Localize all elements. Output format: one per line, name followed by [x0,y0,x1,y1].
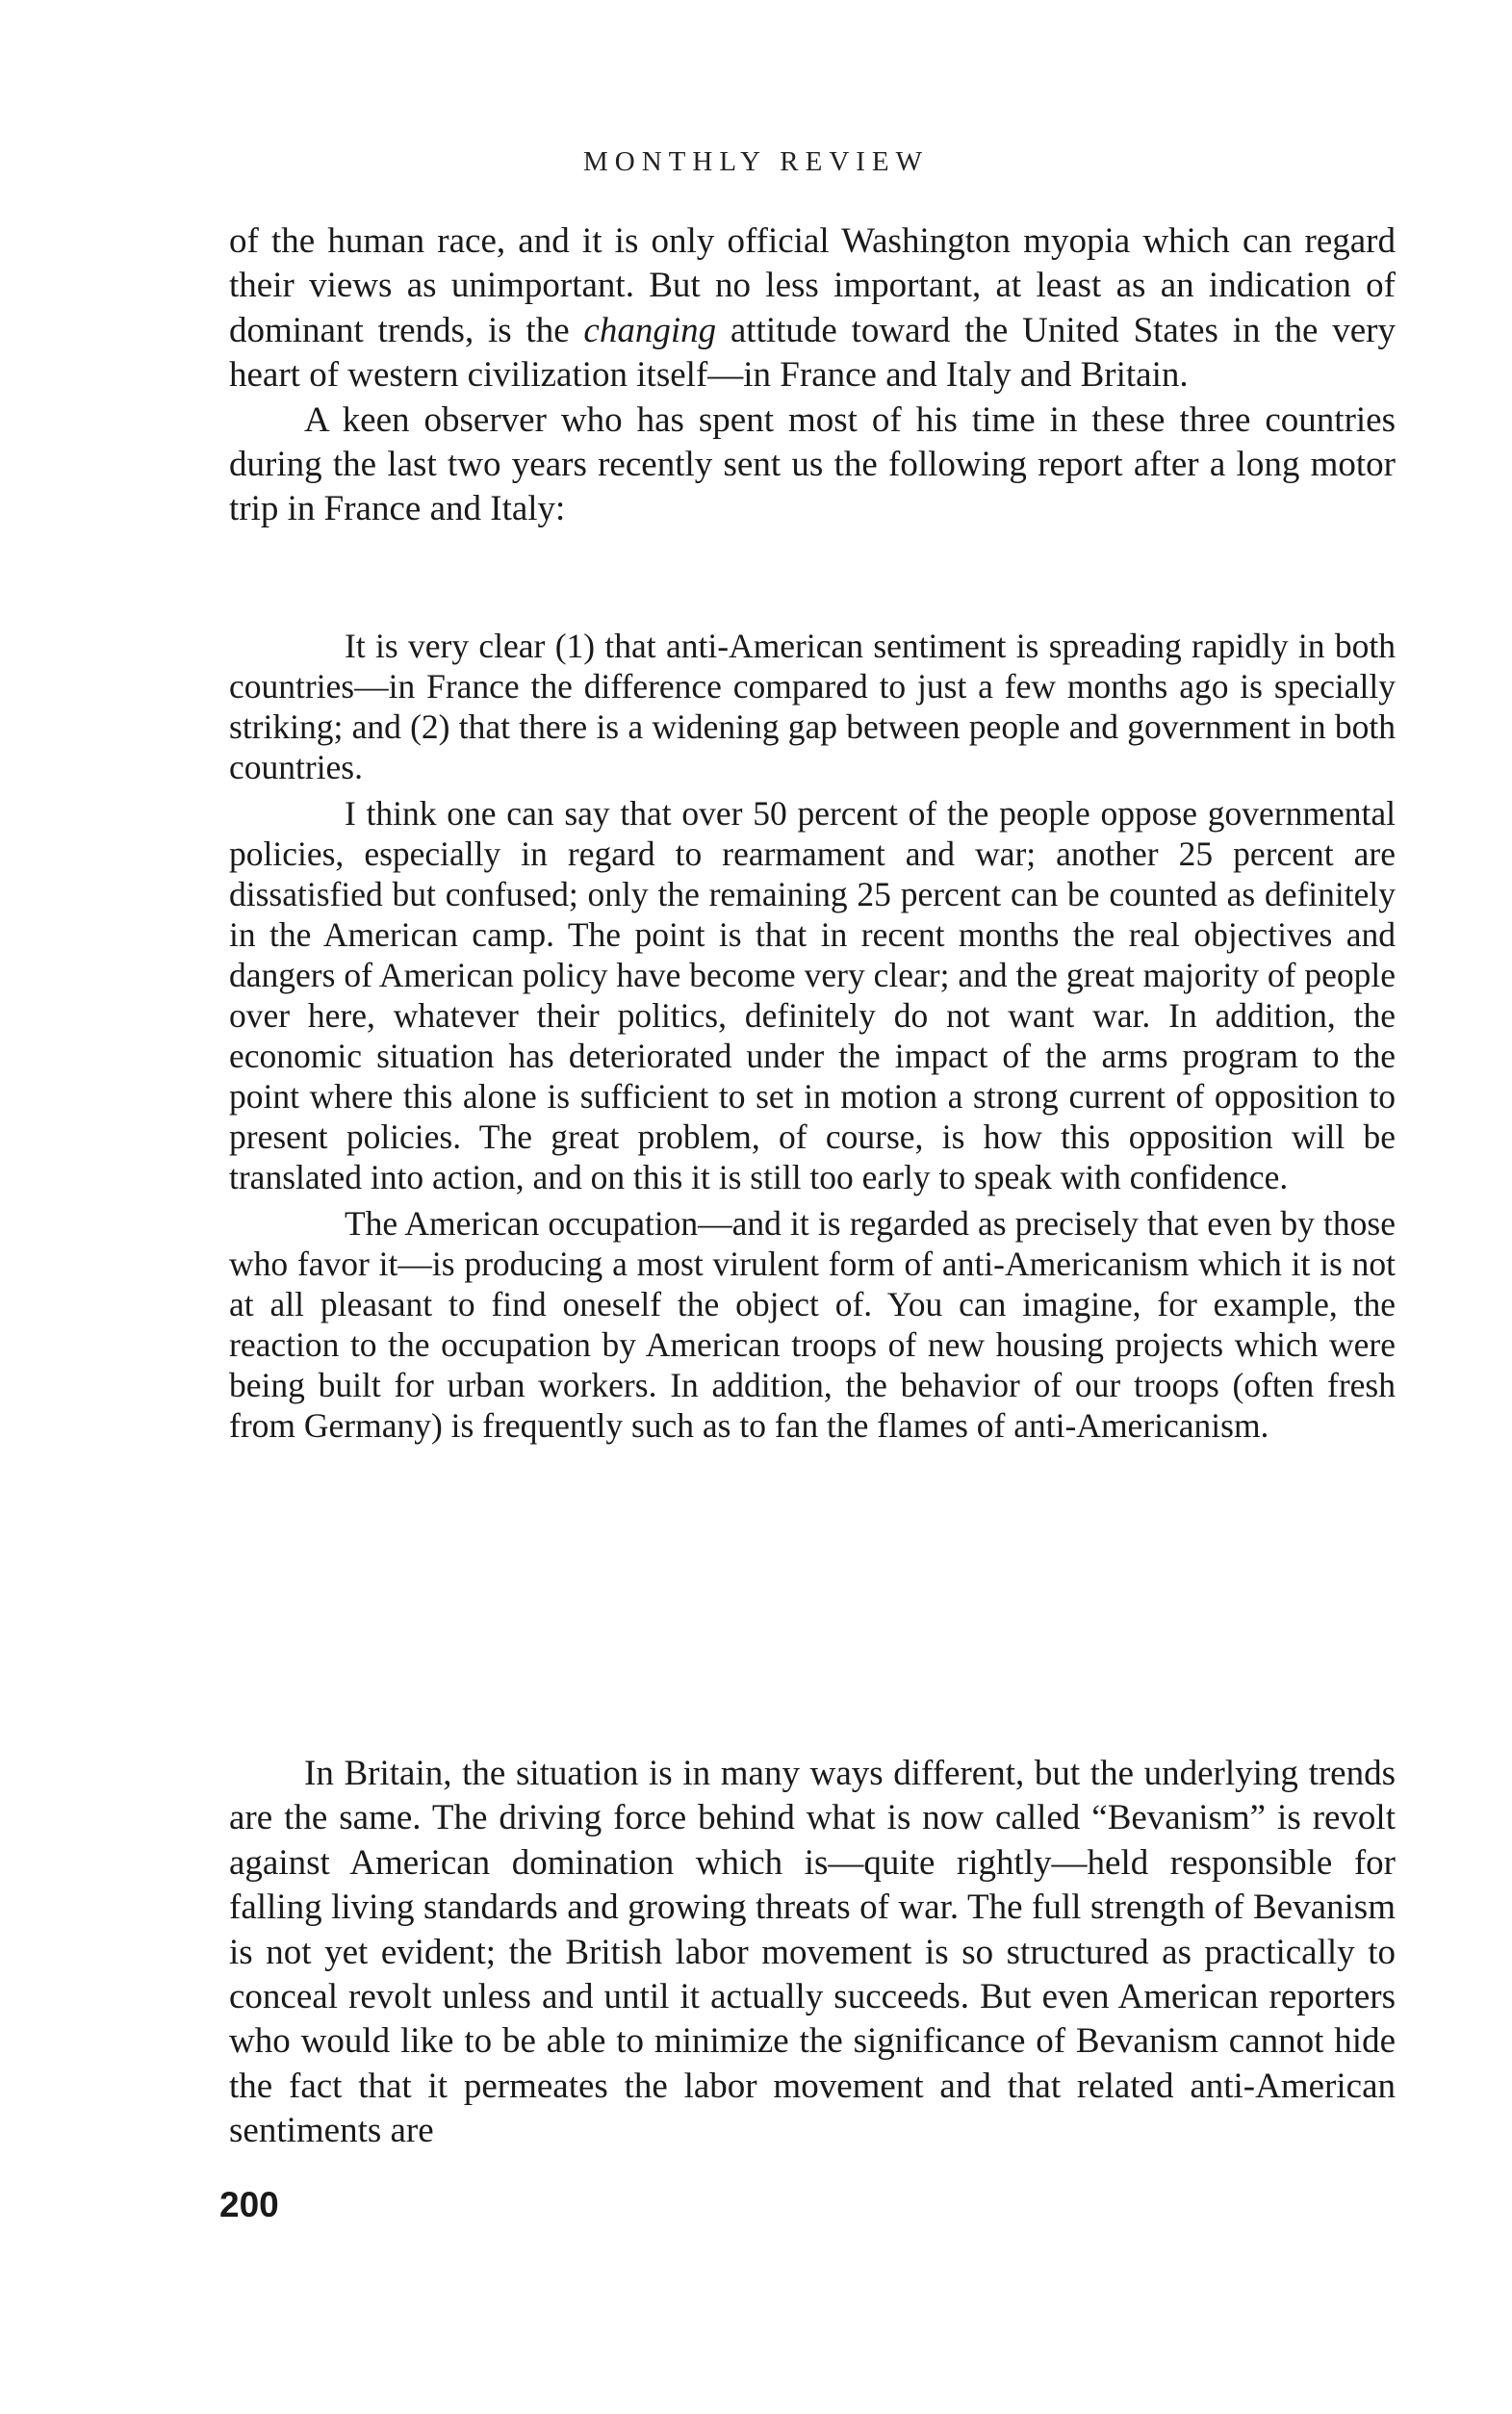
body-text-bottom [229,1752,1396,2154]
paragraph-intro-quote: A keen observer who has spent most of his time in these three countries during the last two years recently sent us the following report after a long motor trip in France and Italy: [229,399,1396,529]
quote-paragraph-3: The American occupation—and it is regarded as precisely that even by those who favor it—is producing a most virulent form of anti-Americanism which it is not at all pleasant to find oneself the object of. You can imagine, for example, the reaction to the occupation by American troops of new housing projects which were being built for urban workers. In addition, the behavior of our troops (often fresh from Germany) is frequently such as to fan the flames of anti-Americanism. [229,1204,1396,1445]
quote-paragraph-2: I think one can say that over 50 percent of the people oppose governmental policies, especially in regard to rearmament and war; another 25 percent are dissatisfied but confused; only the remaining 25 percent can be counted as definitely in the American camp. The point is that in recent months the real objectives and dangers of American policy have become very clear; and the great majority of people over here, whatever their politics, definitely do not want war. In addition, the economic situation has deteriorated under the impact of the arms program to the point where this alone is sufficient to set in motion a strong current of opposition to present policies. The great problem, of course, is how this opposition will be translated into action, and on this it is still too early to speak with confidence. [229,794,1396,1196]
paragraph-text: attitude toward the United States in the very heart of western civilization itself—in France and Italy and Britain. [229,310,1396,396]
page-number: 200 [219,2185,279,2224]
paragraph-britain: In Britain, the situation is in many ways different, but the underlying trends are the same. The driving force behind what is now called “Bevanism” is revolt against American domination which is—quite rightly—held responsible for falling living standards and growing threats of war. The full strength of Bevanism is not yet evident; the British labor movement is so structured as practically to conceal revolt unless and until it actually succeeds. But even American reporters who would like to be able to minimize the significance of Bevanism cannot hide the fact that it permeates the labor movement and that related anti-American sentiments are [229,1754,1396,2151]
emphasis-text: changing [583,310,717,350]
quote-paragraph-1: It is very clear (1) that anti-American sentiment is spreading rapidly in both countries—in France the difference compared to just a few months ago is specially striking; and (2) that there is a widening gap between people and government in both countries. [229,627,1396,786]
block-quote [229,626,1396,1446]
body-text-top [229,219,1396,532]
paragraph-continued [229,219,1396,398]
running-head: MONTHLY REVIEW [583,146,929,177]
paragraph-text: of the human race, and it is only official Washington myopia which can regard their views as unimportant. But no less important, at least as an indication of dominant trends, is the [229,221,1396,350]
